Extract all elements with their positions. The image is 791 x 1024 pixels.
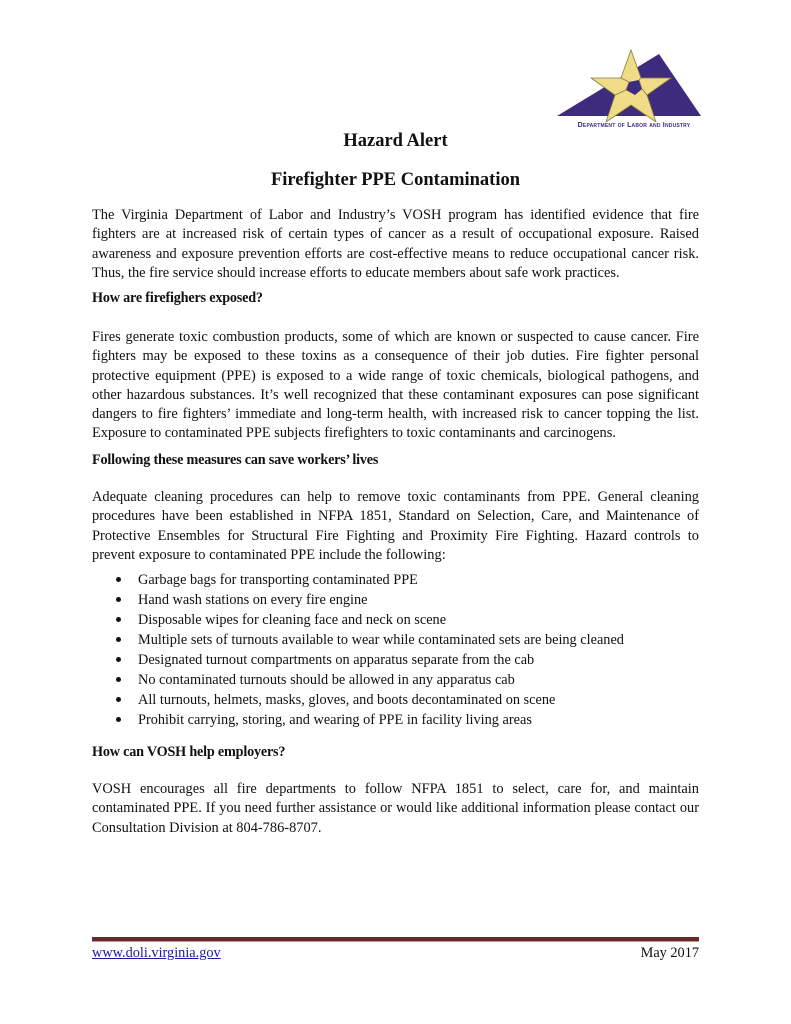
dli-logo — [549, 44, 719, 134]
list-item-text: Disposable wipes for cleaning face and neck on scene — [138, 612, 447, 628]
bullet-icon — [116, 597, 121, 602]
list-item — [92, 630, 699, 650]
list-item — [92, 710, 699, 730]
list-item-text: Multiple sets of turnouts available to wear while contaminated sets are being cleaned — [138, 632, 624, 648]
intro-paragraph: The Virginia Department of Labor and Industry’s VOSH program has identified evidence that fire fighters are at increased risk of certain types of cancer as a result of occupational exposure. Raised awareness and exposure prevention efforts are cost-effective means to reduce occupational cancer risk. Thus, the fire service should increase efforts to educate members about safe work practices. — [92, 207, 699, 281]
star-triangle-logo-icon — [549, 44, 719, 122]
logo-caption: Department of Labor and Industry — [577, 122, 691, 129]
list-item — [92, 670, 699, 690]
bullet-icon — [116, 577, 121, 582]
hazard-controls-list — [92, 570, 699, 730]
website-link[interactable]: www.doli.virginia.gov — [92, 945, 221, 961]
list-item-text: No contaminated turnouts should be allowed in any apparatus cab — [138, 672, 515, 688]
bullet-icon — [116, 677, 121, 682]
section-paragraph-measures: Adequate cleaning procedures can help to remove toxic contaminants from PPE. General cleaning procedures have been established in NFPA 1851, Standard on Selection, Care, and Maintenance of Protective Ensembles for Structural Fire Fighting and Proximity Fire Fighting. Hazard controls to prevent exposure to contaminated PPE include the following: — [92, 489, 699, 563]
section-paragraph-vosh-help: VOSH encourages all fire departments to follow NFPA 1851 to select, care for, and maintain contaminated PPE. If you need further assistance or would like additional information please contact our Consultation Division at 804-786-8707. — [92, 781, 699, 836]
section-heading-vosh-help: How can VOSH help employers? — [92, 744, 286, 760]
section-heading-exposure: How are firefighers exposed? — [92, 290, 263, 306]
list-item — [92, 690, 699, 710]
bullet-icon — [116, 717, 121, 722]
publication-date: May 2017 — [640, 945, 699, 961]
page-subtitle: Firefighter PPE Contamination — [270, 170, 521, 190]
section-paragraph-exposure: Fires generate toxic combustion products, some of which are known or suspected to cause cancer. Fire fighters may be exposed to these toxins as a consequence of their job duties. Fire fighter personal protective equipment (PPE) is exposed to a wide range of toxic chemicals, biological pathogens, and other hazardous substances. It’s well recognized that these contaminant exposures can pose significant dangers to fire fighters’ immediate and long-term health, with increased risk to cancer topping the list. Exposure to contaminated PPE subjects firefighters to toxic contaminants and carcinogens. — [92, 329, 699, 442]
list-item-text: Garbage bags for transporting contaminated PPE — [138, 572, 418, 588]
bullet-icon — [116, 697, 121, 702]
list-item — [92, 610, 699, 630]
list-item-text: Prohibit carrying, storing, and wearing of PPE in facility living areas — [138, 712, 532, 728]
footer-divider — [92, 937, 699, 941]
page-title: Hazard Alert — [343, 131, 448, 151]
bullet-icon — [116, 617, 121, 622]
list-item-text: All turnouts, helmets, masks, gloves, and boots decontaminated on scene — [138, 692, 556, 708]
list-item — [92, 650, 699, 670]
list-item-text: Hand wash stations on every fire engine — [138, 592, 368, 608]
list-item-text: Designated turnout compartments on apparatus separate from the cab — [138, 652, 535, 668]
bullet-icon — [116, 637, 121, 642]
section-heading-measures: Following these measures can save workers’ lives — [92, 452, 379, 468]
list-item — [92, 590, 699, 610]
list-item — [92, 570, 699, 590]
bullet-icon — [116, 657, 121, 662]
